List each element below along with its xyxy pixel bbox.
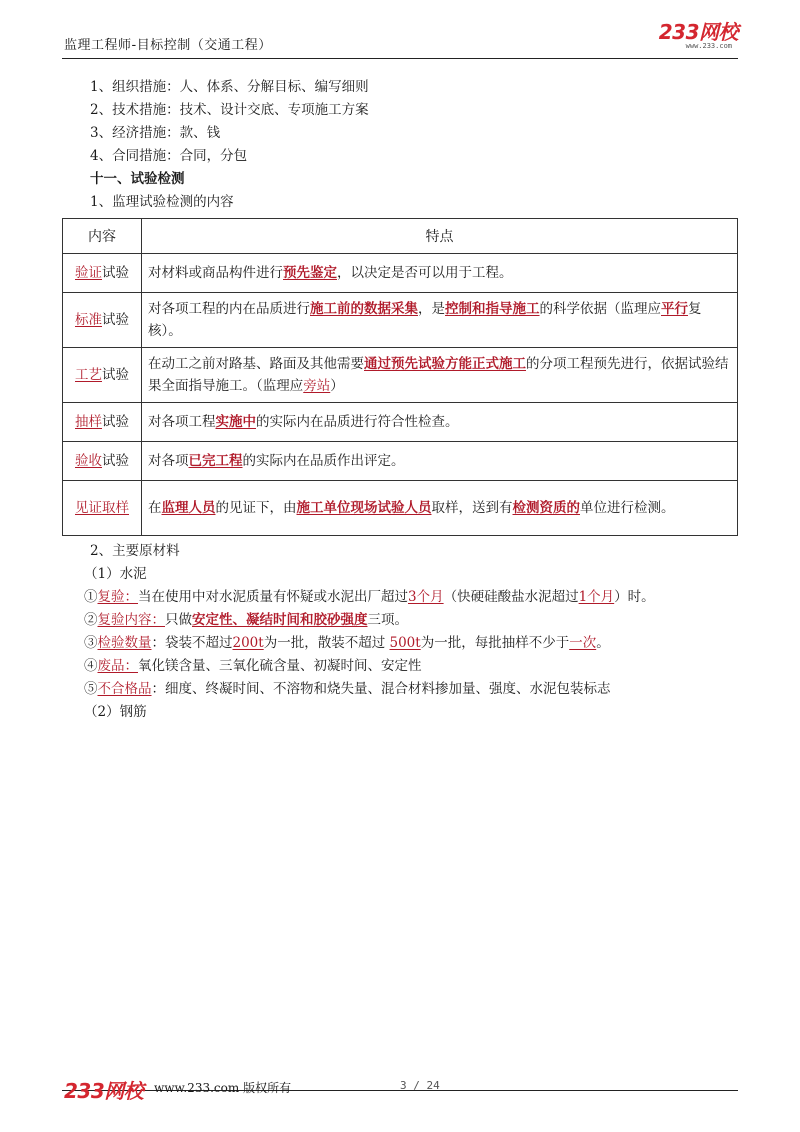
- row-desc: 在动工之前对路基、路面及其他需要通过预先试验方能正式施工的分项工程预先进行，依据试验结果全面指导施工。（监理应旁站）: [142, 348, 738, 403]
- table-row: [63, 254, 738, 293]
- row-desc: 在监理人员的见证下，由施工单位现场试验人员取样，送到有检测资质的单位进行检测。: [142, 481, 738, 536]
- page-footer: [62, 1079, 738, 1127]
- table-row: [63, 481, 738, 536]
- table-row: [63, 442, 738, 481]
- document-body: [62, 76, 738, 724]
- row-key: 见证取样: [63, 481, 142, 536]
- subsection-title: 1、监理试验检测的内容: [90, 194, 234, 210]
- row-key: 标准试验: [63, 293, 142, 348]
- subsection-title: 2、主要原材料: [90, 543, 180, 559]
- logo-text: 233网校: [658, 20, 738, 44]
- row-key: 抽样试验: [63, 403, 142, 442]
- measure-line: 3、经济措施：款、钱: [90, 125, 221, 141]
- table-header-content: 内容: [63, 219, 142, 254]
- cement-title: （1）水泥: [84, 566, 147, 582]
- row-key: 验收试验: [63, 442, 142, 481]
- table-row: [63, 293, 738, 348]
- cement-item: ⑤不合格品：细度、终凝时间、不溶物和烧失量、混合材料掺加量、强度、水泥包装标志: [84, 681, 611, 697]
- inspection-table: [62, 218, 738, 536]
- row-desc: 对各项工程的内在品质进行施工前的数据采集，是控制和指导施工的科学依据（监理应平行复核）。: [142, 293, 738, 348]
- table-row: [63, 403, 738, 442]
- table-row: [63, 348, 738, 403]
- header-title: 监理工程师-目标控制（交通工程）: [64, 38, 272, 53]
- page-number: 3 / 24: [400, 1079, 440, 1092]
- row-desc: 对材料或商品构件进行预先鉴定，以决定是否可以用于工程。: [142, 254, 738, 293]
- brand-logo: [659, 22, 738, 50]
- logo-url: www.233.com: [685, 42, 732, 50]
- table-header-row: [63, 219, 738, 254]
- cement-item: ②复验内容：只做安定性、凝结时间和胶砂强度三项。: [84, 612, 408, 628]
- row-desc: 对各项工程实施中的实际内在品质进行符合性检查。: [142, 403, 738, 442]
- steel-title: （2）钢筋: [84, 704, 147, 720]
- row-key: 工艺试验: [63, 348, 142, 403]
- measure-line: 4、合同措施：合同，分包: [90, 148, 248, 164]
- cement-item: ④废品：氧化镁含量、三氧化硫含量、初凝时间、安定性: [84, 658, 422, 674]
- cement-item: ①复验：当在使用中对水泥质量有怀疑或水泥出厂超过3个月（快硬硅酸盐水泥超过1个月）时。: [84, 589, 655, 605]
- row-desc: 对各项已完工程的实际内在品质作出评定。: [142, 442, 738, 481]
- measure-line: 2、技术措施：技术、设计交底、专项施工方案: [90, 102, 369, 118]
- section-title: 十一、试验检测: [90, 171, 185, 187]
- page-header: [62, 22, 738, 59]
- cement-item: ③检验数量：袋装不超过200t为一批，散装不超过 500t为一批，每批抽样不少于一次。: [84, 635, 610, 651]
- measure-line: 1、组织措施：人、体系、分解目标、编写细则: [90, 79, 369, 95]
- row-key: 验证试验: [63, 254, 142, 293]
- table-header-features: 特点: [142, 219, 738, 254]
- footer-logo: 233网校: [64, 1079, 144, 1103]
- footer-copyright: www.233.com 版权所有: [154, 1081, 292, 1095]
